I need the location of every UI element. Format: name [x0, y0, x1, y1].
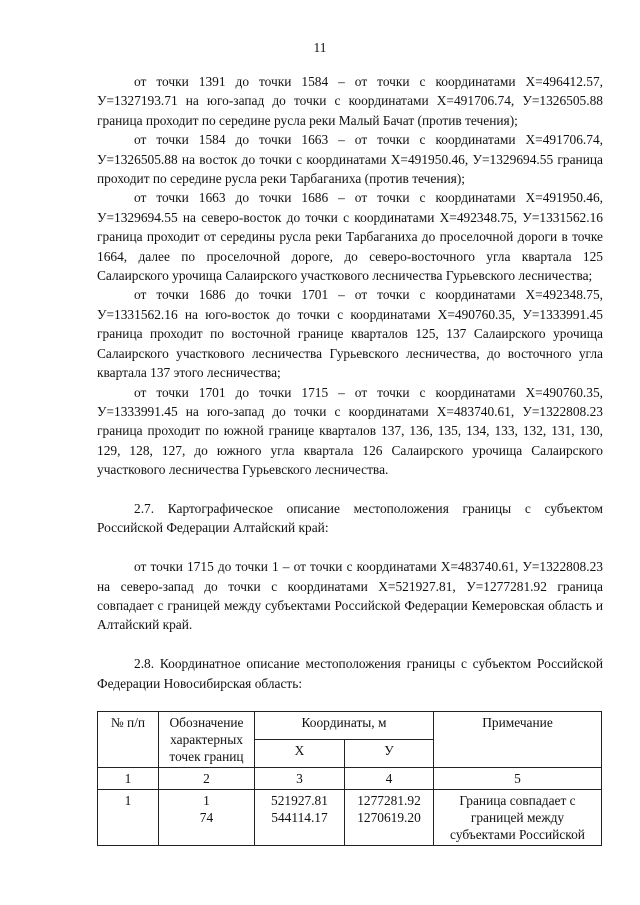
column-number: 5	[434, 768, 602, 790]
column-number: 1	[98, 768, 159, 790]
section-heading-2-8: 2.8. Координатное описание местоположения границы с субъектом Российской Федерации Новосибирская область:	[97, 656, 603, 691]
row-note: Граница совпадает с границей между субъектами Российской	[434, 790, 602, 846]
header-num: № п/п	[98, 712, 159, 768]
section-2-7-paragraph: от точки 1715 до точки 1 – от точки с координатами Х=483740.61, У=1322808.23 на северо-запад до точки с координатами Х=521927.81, У=1277281.92 граница совпадает с границей между субъектами Российской Федерации Кемеровская область и Алтайский край.	[97, 559, 603, 633]
y-value: 1277281.92	[357, 793, 421, 808]
point-designation: 74	[199, 810, 214, 825]
page-number: 11	[313, 40, 327, 55]
row-x	[255, 790, 345, 846]
row-y	[345, 790, 434, 846]
boundary-paragraph: от точки 1686 до точки 1701 – от точки с координатами Х=492348.75, У=1331562.16 на юго-восток до точки с координатами Х=490760.35, У=1333991.45 граница проходит по восточной границе кварталов 125, 137 Салаирского урочища Салаирского участкового лесничества Гурьевского лесничества, до восточного угла квартала 137 этого лесничества;	[97, 287, 603, 381]
row-points	[159, 790, 255, 846]
header-coordinates: Координаты, м	[255, 712, 434, 740]
row-num: 1	[98, 790, 159, 846]
boundary-paragraph: от точки 1584 до точки 1663 – от точки с координатами Х=491706.74, У=1326505.88 на восток до точки с координатами Х=491950.46, У=1329694.55 граница проходит по середине русла реки Тарбаганиха (против течения);	[97, 132, 603, 187]
column-number: 4	[345, 768, 434, 790]
document-body	[97, 72, 603, 693]
column-number-row	[98, 768, 602, 790]
boundary-paragraph: от точки 1701 до точки 1715 – от точки с координатами Х=490760.35, У=1333991.45 на юго-запад до точки с координатами Х=483740.61, У=1322808.23 граница проходит по южной границе кварталов 137, 136, 135, 134, 133, 132, 131, 130, 129, 128, 127, до южного угла квартала 126 Салаирского урочища Салаирского участкового лесничества Гурьевского лесничества.	[97, 384, 603, 478]
table-row	[98, 790, 602, 846]
column-number: 2	[159, 768, 255, 790]
table-header-row	[98, 712, 602, 740]
x-value: 521927.81	[271, 793, 328, 808]
header-y: У	[345, 740, 434, 768]
column-number: 3	[255, 768, 345, 790]
point-designation: 1	[203, 793, 210, 808]
coordinates-table	[97, 711, 602, 846]
x-value: 544114.17	[271, 810, 328, 825]
section-heading-2-7: 2.7. Картографическое описание местоположения границы с субъектом Российской Федерации Алтайский край:	[97, 500, 603, 536]
header-point-designation: Обозначение характерных точек границ	[159, 712, 255, 768]
header-x: Х	[255, 740, 345, 768]
header-note: Примечание	[434, 712, 602, 768]
boundary-paragraph: от точки 1663 до точки 1686 – от точки с координатами Х=491950.46, У=1329694.55 на северо-восток до точки с координатами Х=492348.75, У=1331562.16 граница проходит от середины русла реки Тарбаганиха до проселочной дороги в точке 1664, далее по проселочной дороге, до северо-восточного угла квартала 125 Салаирского урочища Салаирского участкового лесничества Гурьевского лесничества;	[97, 190, 603, 284]
boundary-paragraph: от точки 1391 до точки 1584 – от точки с координатами Х=496412.57, У=1327193.71 на юго-запад до точки с координатами Х=491706.74, У=1326505.88 граница проходит по середине русла реки Малый Бачат (против течения);	[97, 74, 603, 128]
y-value: 1270619.20	[357, 810, 421, 825]
